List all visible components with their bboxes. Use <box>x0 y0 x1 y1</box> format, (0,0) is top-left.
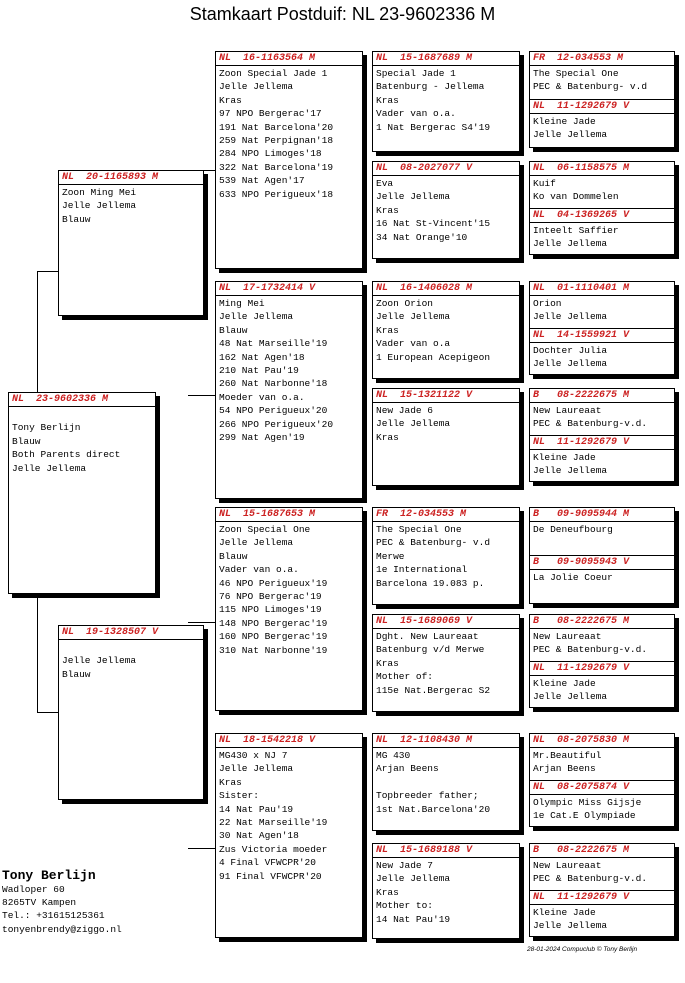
grandparent-card <box>215 281 363 499</box>
detail-line: PEC & Batenburg-v.d. <box>533 418 648 430</box>
detail-line: 115 NPO Limoges'19 <box>219 604 322 616</box>
detail-line: Jelle Jellema <box>376 311 451 323</box>
detail-line: Moeder van o.a. <box>219 391 305 403</box>
pigeon-details <box>373 296 519 365</box>
ancestor-dam <box>530 435 674 481</box>
detail-line: Jelle Jellema <box>219 763 294 775</box>
detail-line: Ko van Dommelen <box>533 191 619 203</box>
page-title: Stamkaart Postduif: NL 23-9602336 M <box>189 4 496 24</box>
detail-line: Jelle Jellema <box>533 920 608 932</box>
detail-line: 76 NPO Bergerac'19 <box>219 591 322 603</box>
ring-number: NL 20-1165893 M <box>59 171 203 185</box>
detail-line: Zoon Ming Mei <box>62 187 137 198</box>
grandparent-card <box>215 733 363 938</box>
pigeon-details <box>530 676 674 705</box>
ancestor-dam <box>530 890 674 936</box>
great-grandparent-card <box>372 161 520 259</box>
ancestor-sire <box>530 389 674 435</box>
detail-line: Eva <box>376 178 394 189</box>
owner-info <box>2 868 122 936</box>
detail-line: Jelle Jellema <box>533 311 608 323</box>
detail-line: 1st Nat.Barcelona'20 <box>376 803 491 815</box>
ancestor-pair-card <box>529 161 675 255</box>
detail-line: PEC & Batenburg- v.d <box>533 81 648 93</box>
detail-line: Arjan Beens <box>533 763 596 775</box>
detail-line: Vader van o.a. <box>219 564 299 576</box>
ancestor-pair-card <box>529 281 675 375</box>
detail-line: 22 Nat Marseille'19 <box>219 817 328 829</box>
owner-email: tonyenbrendy@ziggo.nl <box>2 923 122 935</box>
detail-line: Barcelona 19.083 p. <box>376 577 485 589</box>
pigeon-details <box>530 114 674 143</box>
ring-number: NL 15-1321122 V <box>373 389 519 403</box>
ancestor-sire <box>530 282 674 328</box>
pigeon-details <box>373 403 519 445</box>
detail-line: PEC & Batenburg- v.d <box>376 537 491 549</box>
detail-line: Olympic Miss Gijsje <box>533 797 642 808</box>
detail-line: Zoon Orion <box>376 298 434 309</box>
ring-number: NL 11-1292679 V <box>530 100 674 114</box>
ring-number: NL 11-1292679 V <box>530 662 674 676</box>
great-grandparent-card <box>372 843 520 939</box>
subject-card <box>8 392 156 594</box>
detail-line: 30 Nat Agen'18 <box>219 830 299 842</box>
ancestor-dam <box>530 780 674 826</box>
detail-line: Kras <box>219 776 242 788</box>
detail-line: 48 Nat Marseille'19 <box>219 338 328 350</box>
detail-line: Kras <box>376 886 399 898</box>
detail-line: Kleine Jade <box>533 452 596 463</box>
detail-line: Mr.Beautiful <box>533 750 602 761</box>
detail-line: 633 NPO Perigueux'18 <box>219 188 334 200</box>
footer-credit: 28-01-2024 Compuclub © Tony Berlijn <box>527 946 638 953</box>
detail-line: 160 NPO Bergerac'19 <box>219 631 328 643</box>
detail-line: New Laureaat <box>533 405 602 416</box>
great-grandparent-card <box>372 614 520 712</box>
detail-line: Dght. New Laureaat <box>376 631 479 642</box>
parent-card <box>58 625 204 800</box>
detail-line: 259 Nat Perpignan'18 <box>219 135 334 147</box>
pigeon-details <box>530 522 674 537</box>
detail-line: Vader van o.a. <box>376 108 456 120</box>
detail-line: Jelle Jellema <box>533 691 608 703</box>
detail-line: 54 NPO Perigueux'20 <box>219 405 328 417</box>
pigeon-details <box>59 185 203 227</box>
ancestor-dam <box>530 99 674 147</box>
detail-line: 322 Nat Barcelona'19 <box>219 161 334 173</box>
ring-number: FR 12-034553 M <box>373 508 519 522</box>
connector-line <box>188 848 215 849</box>
ancestor-pair-card <box>529 733 675 827</box>
detail-line: Jelle Jellema <box>376 873 451 885</box>
pigeon-details <box>530 748 674 777</box>
detail-line <box>376 776 516 789</box>
detail-line: Zoon Special One <box>219 524 311 535</box>
detail-line: Mother to: <box>376 900 434 912</box>
detail-line: 1 Nat Bergerac S4'19 <box>376 121 491 133</box>
detail-line: Tony Berlijn <box>12 422 81 434</box>
pigeon-details <box>530 858 674 887</box>
ancestor-sire <box>530 508 674 555</box>
pigeon-details <box>530 450 674 479</box>
ancestor-dam <box>530 555 674 603</box>
pigeon-details <box>530 905 674 934</box>
detail-line: 1e Cat.E Olympiade <box>533 810 636 822</box>
detail-line: Merwe <box>376 550 405 562</box>
detail-line: Jelle Jellema <box>219 537 294 549</box>
detail-line: Zoon Special Jade 1 <box>219 68 328 79</box>
detail-line: Ming Mei <box>219 298 265 309</box>
detail-line: Blauw <box>12 435 41 447</box>
detail-line: Kuif <box>533 178 556 189</box>
detail-line: 260 Nat Narbonne'18 <box>219 378 328 390</box>
ring-number: NL 08-2075874 V <box>530 781 674 795</box>
great-grandparent-card <box>372 51 520 152</box>
great-grandparent-card <box>372 388 520 486</box>
pigeon-details <box>530 795 674 824</box>
ring-number: B 08-2222675 M <box>530 615 674 629</box>
detail-line: Sister: <box>219 790 259 802</box>
detail-line: 299 Nat Agen'19 <box>219 432 305 444</box>
ring-number: B 09-9095943 V <box>530 556 674 570</box>
detail-line: PEC & Batenburg-v.d. <box>533 873 648 885</box>
ring-number: NL 19-1328507 V <box>59 626 203 640</box>
detail-line: Kleine Jade <box>533 116 596 127</box>
ancestor-dam <box>530 661 674 707</box>
ring-number: NL 04-1369265 V <box>530 209 674 223</box>
ring-number: FR 12-034553 M <box>530 52 674 66</box>
ring-number: NL 15-1689188 V <box>373 844 519 858</box>
ancestor-pair-card <box>529 51 675 148</box>
ring-number: NL 12-1108430 M <box>373 734 519 748</box>
detail-line: Kras <box>376 324 399 336</box>
detail-line: Kleine Jade <box>533 907 596 918</box>
grandparent-card <box>215 51 363 269</box>
pigeon-details <box>530 629 674 658</box>
great-grandparent-card <box>372 281 520 379</box>
pigeon-details <box>530 223 674 252</box>
detail-line: 4 Final VFWCPR'20 <box>219 857 316 869</box>
detail-line <box>62 641 200 654</box>
parent-card <box>58 170 204 316</box>
detail-line: Jelle Jellema <box>62 655 137 667</box>
ancestor-dam <box>530 328 674 374</box>
detail-line: 14 Nat Pau'19 <box>219 803 294 815</box>
ancestor-sire <box>530 52 674 99</box>
pigeon-details <box>373 66 519 135</box>
owner-name: Tony Berlijn <box>2 868 96 883</box>
detail-line: Jelle Jellema <box>376 418 451 430</box>
ring-number: B 08-2222675 M <box>530 844 674 858</box>
detail-line: New Laureaat <box>533 631 602 642</box>
detail-line: Topbreeder father; <box>376 790 479 802</box>
detail-line: 115e Nat.Bergerac S2 <box>376 684 491 696</box>
detail-line: 1e International <box>376 564 468 576</box>
pigeon-details <box>530 66 674 95</box>
detail-line: Jelle Jellema <box>533 238 608 250</box>
detail-line: Jelle Jellema <box>219 311 294 323</box>
detail-line: New Jade 7 <box>376 860 434 871</box>
pigeon-details <box>373 748 519 817</box>
detail-line: Zus Victoria moeder <box>219 843 328 855</box>
pigeon-details <box>216 522 362 658</box>
detail-line: New Jade 6 <box>376 405 434 416</box>
ring-number: NL 11-1292679 V <box>530 436 674 450</box>
detail-line: Inteelt Saffier <box>533 225 619 236</box>
detail-line: Jelle Jellema <box>533 129 608 141</box>
detail-line: Both Parents direct <box>12 449 121 461</box>
detail-line: The Special One <box>533 68 619 79</box>
detail-line: 34 Nat Orange'10 <box>376 231 468 243</box>
pigeon-details <box>216 66 362 202</box>
ring-number: NL 23-9602336 M <box>9 393 155 407</box>
pigeon-details <box>530 296 674 325</box>
ring-number: NL 17-1732414 V <box>216 282 362 296</box>
pigeon-details <box>373 858 519 927</box>
detail-line: The Special One <box>376 524 462 535</box>
pigeon-details <box>373 629 519 698</box>
detail-line: 539 Nat Agen'17 <box>219 175 305 187</box>
detail-line: Blauw <box>62 668 91 680</box>
detail-line: MG 430 <box>376 750 411 761</box>
pigeon-details <box>216 748 362 884</box>
owner-address: Wadloper 60 <box>2 884 65 895</box>
pigeon-details <box>9 407 155 476</box>
detail-line: Kras <box>376 94 399 106</box>
detail-line: 148 NPO Bergerac'19 <box>219 617 328 629</box>
detail-line: 210 Nat Pau'19 <box>219 365 299 377</box>
detail-line: 266 NPO Perigueux'20 <box>219 418 334 430</box>
ancestor-pair-card <box>529 843 675 937</box>
detail-line: Kras <box>376 657 399 669</box>
ring-number: NL 15-1689069 V <box>373 615 519 629</box>
ring-number: NL 16-1406028 M <box>373 282 519 296</box>
detail-line: 284 NPO Limoges'18 <box>219 148 322 160</box>
owner-phone: Tel.: +31615125361 <box>2 910 105 922</box>
ring-number: NL 15-1687653 M <box>216 508 362 522</box>
great-grandparent-card <box>372 507 520 605</box>
ancestor-sire <box>530 844 674 890</box>
ring-number: NL 01-1110401 M <box>530 282 674 296</box>
connector-line <box>37 271 58 272</box>
detail-line: Kras <box>376 431 399 443</box>
detail-line: Jelle Jellema <box>62 200 137 212</box>
owner-city: 8265TV Kampen <box>2 897 77 909</box>
detail-line: MG430 x NJ 7 <box>219 750 288 761</box>
ring-number: NL 14-1559921 V <box>530 329 674 343</box>
detail-line: 91 Final VFWCPR'20 <box>219 870 322 882</box>
detail-line: Kras <box>219 94 242 106</box>
detail-line: Jelle Jellema <box>376 191 451 203</box>
pigeon-details <box>530 403 674 432</box>
detail-line: Blauw <box>219 550 248 562</box>
detail-line: 14 Nat Pau'19 <box>376 913 451 925</box>
connector-line <box>188 395 215 396</box>
detail-line: Jelle Jellema <box>12 462 87 474</box>
detail-line: Vader van o.a <box>376 338 451 350</box>
detail-line: 191 Nat Barcelona'20 <box>219 121 334 133</box>
detail-line: 16 Nat St-Vincent'15 <box>376 218 491 230</box>
detail-line: La Jolie Coeur <box>533 572 613 583</box>
ancestor-sire <box>530 162 674 208</box>
detail-line: Kras <box>376 204 399 216</box>
detail-line: Dochter Julia <box>533 345 608 356</box>
ring-number: NL 18-1542218 V <box>216 734 362 748</box>
ring-number: NL 06-1158575 M <box>530 162 674 176</box>
detail-line: Batenburg v/d Merwe <box>376 644 485 656</box>
ring-number: B 08-2222675 M <box>530 389 674 403</box>
pigeon-details <box>373 522 519 591</box>
pigeon-details <box>530 176 674 205</box>
pigeon-details <box>59 640 203 682</box>
ancestor-pair-card <box>529 388 675 482</box>
connector-line <box>37 712 58 713</box>
detail-line <box>12 408 152 421</box>
detail-line: Arjan Beens <box>376 763 439 775</box>
detail-line: Mother of: <box>376 671 434 683</box>
detail-line: Blauw <box>219 324 248 336</box>
ring-number: NL 08-2075830 M <box>530 734 674 748</box>
detail-line: Jelle Jellema <box>533 465 608 477</box>
detail-line: Orion <box>533 298 562 309</box>
ring-number: NL 16-1163564 M <box>216 52 362 66</box>
ancestor-dam <box>530 208 674 254</box>
detail-line: PEC & Batenburg-v.d. <box>533 644 648 656</box>
detail-line: Jelle Jellema <box>533 358 608 370</box>
grandparent-card <box>215 507 363 711</box>
detail-line: 97 NPO Bergerac'17 <box>219 108 322 120</box>
ancestor-pair-card <box>529 614 675 708</box>
detail-line: 46 NPO Perigueux'19 <box>219 577 328 589</box>
detail-line: De Deneufbourg <box>533 524 613 535</box>
pigeon-details <box>530 343 674 372</box>
detail-line: Blauw <box>62 213 91 225</box>
ancestor-sire <box>530 615 674 661</box>
detail-line: 162 Nat Agen'18 <box>219 351 305 363</box>
pigeon-details <box>530 570 674 585</box>
connector-line <box>188 622 215 623</box>
ring-number: NL 08-2027077 V <box>373 162 519 176</box>
ancestor-sire <box>530 734 674 780</box>
detail-line: New Laureaat <box>533 860 602 871</box>
detail-line: Jelle Jellema <box>219 81 294 93</box>
detail-line: 1 European Acepigeon <box>376 351 491 363</box>
detail-line: Special Jade 1 <box>376 68 456 79</box>
detail-line: 310 Nat Narbonne'19 <box>219 644 328 656</box>
ring-number: NL 15-1687689 M <box>373 52 519 66</box>
pigeon-details <box>216 296 362 445</box>
detail-line: Kleine Jade <box>533 678 596 689</box>
detail-line: Batenburg - Jellema <box>376 81 485 93</box>
ring-number: NL 11-1292679 V <box>530 891 674 905</box>
great-grandparent-card <box>372 733 520 831</box>
pigeon-details <box>373 176 519 245</box>
ancestor-pair-card <box>529 507 675 604</box>
ring-number: B 09-9095944 M <box>530 508 674 522</box>
